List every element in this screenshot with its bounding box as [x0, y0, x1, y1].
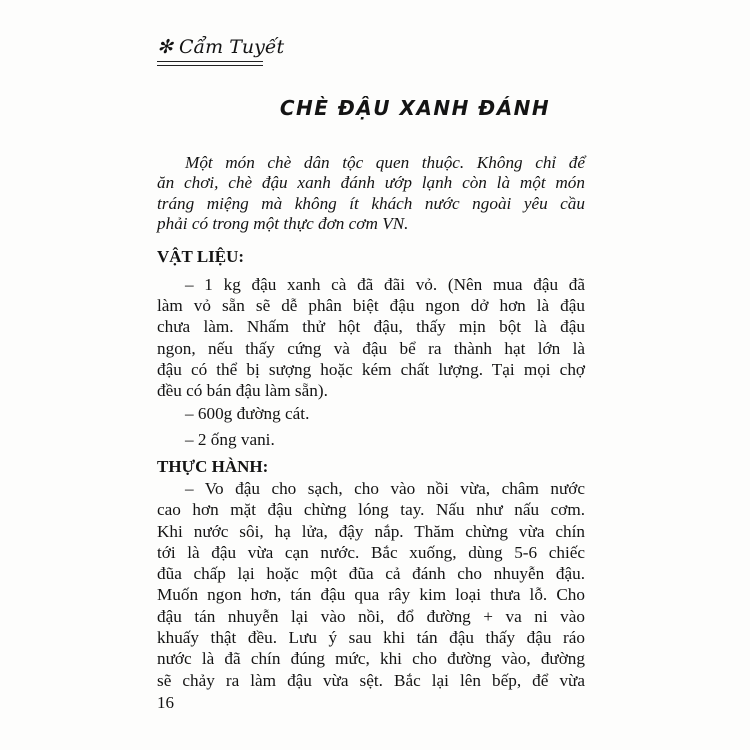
materials-item-2: – 600g đường cát.: [185, 404, 310, 423]
method-heading: THỰC HÀNH:: [157, 457, 269, 476]
header-rule-bottom: [157, 65, 263, 66]
intro-line: ăn chơi, chè đậu xanh đánh ướp lạnh còn là một món: [157, 173, 585, 193]
running-header: [157, 36, 284, 58]
page-number: 16: [157, 693, 174, 712]
method-line: cao hơn mặt đậu chừng lóng tay. Nấu như nấu cơm.: [157, 500, 585, 520]
materials-line: đều có bán đậu làm sẵn).: [157, 380, 328, 400]
method-line: Khi nước sôi, hạ lửa, đậy nắp. Thăm chừng vừa chín: [157, 521, 585, 541]
materials-line: đậu có thể bị sượng hoặc kém chất lượng. Tại mọi chợ: [157, 359, 585, 379]
header-rule-top: [157, 61, 263, 62]
method-line: tới là đậu vừa cạn nước. Bắc xuống, dùng 5-6 chiếc: [157, 542, 585, 562]
intro-paragraph: [157, 153, 585, 235]
method-line: khuấy thật đều. Lưu ý sau khi tán đậu thấy đậu ráo: [157, 628, 585, 648]
materials-line: chưa làm. Nhấm thử hột đậu, thấy mịn bột là đậu: [157, 317, 585, 337]
materials-line: ngon, nếu thấy cứng và đậu bể ra thành hạt lớn là: [157, 338, 585, 358]
method-line: sẽ chảy ra làm đậu vừa sệt. Bắc lại lên bếp, để vừa: [157, 670, 585, 690]
materials-line: làm vỏ sẵn sẽ dễ phân biệt đậu ngon dở hơn là đậu: [157, 296, 585, 316]
intro-line: Một món chè dân tộc quen thuộc. Không chỉ để: [185, 153, 585, 172]
materials-line: – 1 kg đậu xanh cà đã đãi vỏ. (Nên mua đậu đã: [185, 275, 585, 294]
recipe-title: CHÈ ĐẬU XANH ĐÁNH: [279, 96, 551, 120]
intro-line: phải có trong một thực đơn cơm VN.: [157, 214, 409, 234]
method-line: nước là đã chín đúng mức, khi cho đường vào, đường: [157, 649, 585, 669]
materials-item-3: – 2 ống vani.: [185, 430, 275, 449]
author-name: Cẩm Tuyết: [178, 36, 285, 58]
materials-item-1: [157, 274, 585, 401]
materials-heading: VẬT LIỆU:: [157, 247, 245, 266]
asterisk-ornament-icon: ✻: [157, 36, 173, 58]
intro-line: tráng miệng mà không ít khách nước ngoài yêu cầu: [157, 193, 585, 213]
method-paragraph: [157, 478, 585, 691]
method-line: Muốn ngon hơn, tán đậu qua rây kim loại thưa lỗ. Cho: [157, 585, 585, 605]
method-line: đũa chấp lại hoặc một đũa cả đánh cho nhuyễn đậu.: [157, 564, 585, 584]
method-line: – Vo đậu cho sạch, cho vào nồi vừa, châm nước: [185, 479, 585, 498]
method-line: đậu tán nhuyễn lại vào nồi, đổ đường + va ni vào: [157, 606, 585, 626]
